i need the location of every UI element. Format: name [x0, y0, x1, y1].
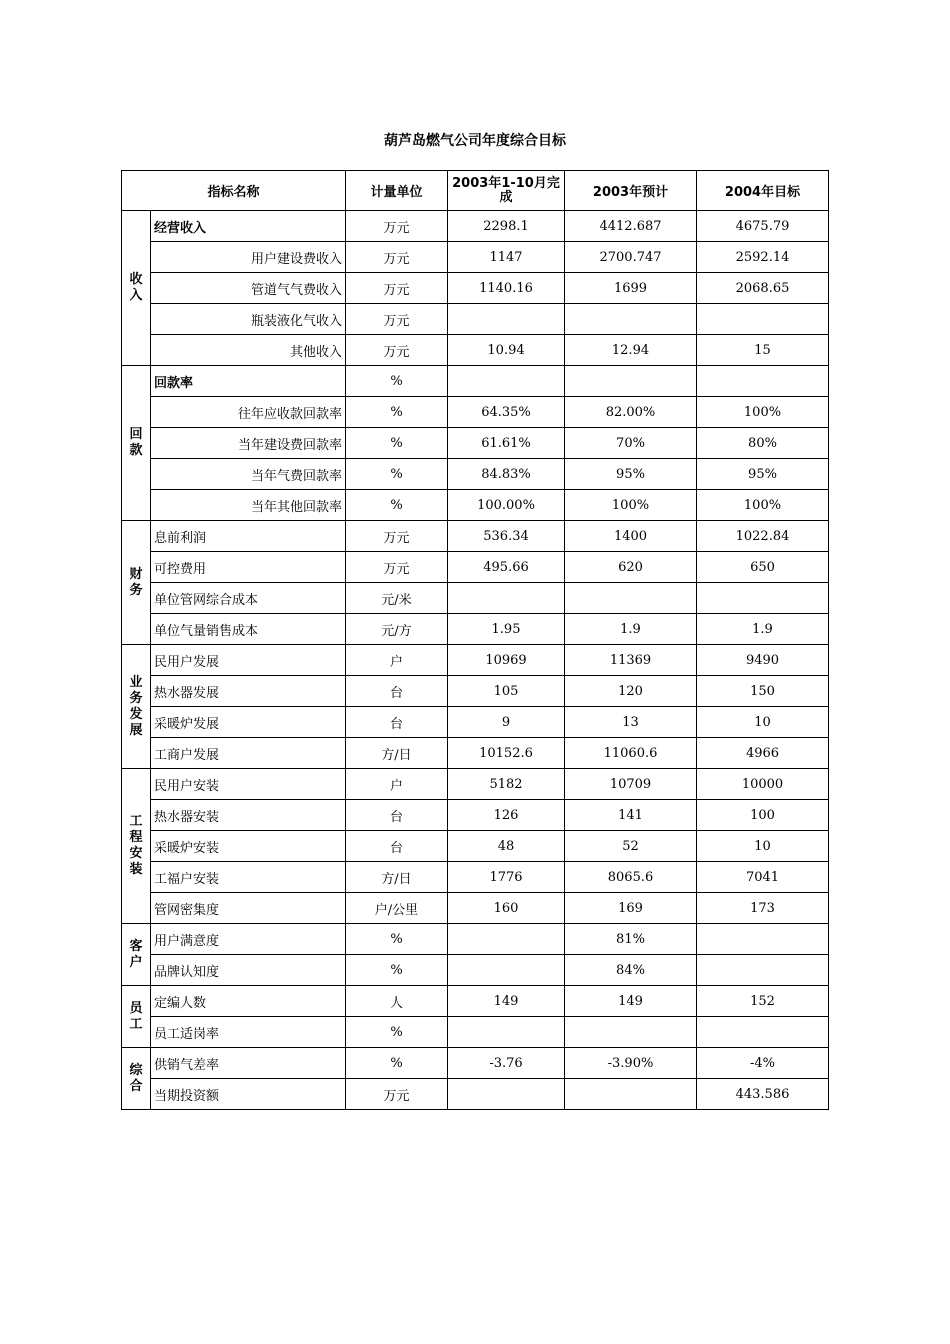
- value-2004-target: [697, 583, 829, 614]
- value-2004-target: 100: [697, 800, 829, 831]
- category-text: 客户: [129, 938, 143, 970]
- value-2003-oct: 61.61%: [448, 428, 565, 459]
- unit-cell: %: [346, 366, 448, 397]
- value-2003-oct: [448, 924, 565, 955]
- unit-cell: 元/方: [346, 614, 448, 645]
- indicator-name: 采暖炉安装: [151, 831, 346, 862]
- value-2003-est: -3.90%: [565, 1048, 697, 1079]
- unit-cell: 万元: [346, 552, 448, 583]
- value-2003-oct: [448, 1017, 565, 1048]
- indicator-name: 采暖炉发展: [151, 707, 346, 738]
- value-2003-est: [565, 1079, 697, 1110]
- value-2004-target: 10: [697, 707, 829, 738]
- unit-cell: 方/日: [346, 862, 448, 893]
- value-2003-est: 13: [565, 707, 697, 738]
- value-2003-est: 84%: [565, 955, 697, 986]
- unit-cell: 万元: [346, 273, 448, 304]
- value-2003-oct: 10969: [448, 645, 565, 676]
- indicator-name: 员工适岗率: [151, 1017, 346, 1048]
- value-2003-est: [565, 366, 697, 397]
- value-2004-target: [697, 924, 829, 955]
- table-row: [122, 335, 829, 366]
- value-2003-est: 1699: [565, 273, 697, 304]
- table-row: [122, 1079, 829, 1110]
- indicator-name: 工福户安装: [151, 862, 346, 893]
- table-row: [122, 397, 829, 428]
- table-row: [122, 893, 829, 924]
- value-2004-target: 443.586: [697, 1079, 829, 1110]
- value-2004-target: [697, 1017, 829, 1048]
- table-row: [122, 645, 829, 676]
- value-2003-est: 82.00%: [565, 397, 697, 428]
- indicator-name: 其他收入: [151, 335, 346, 366]
- value-2003-est: 12.94: [565, 335, 697, 366]
- table-row: [122, 428, 829, 459]
- value-2003-est: 149: [565, 986, 697, 1017]
- table-row: [122, 242, 829, 273]
- unit-cell: 台: [346, 831, 448, 862]
- table-row: [122, 552, 829, 583]
- indicator-name: 单位气量销售成本: [151, 614, 346, 645]
- category-label: [122, 986, 151, 1048]
- value-2003-oct: 10.94: [448, 335, 565, 366]
- table-row: [122, 738, 829, 769]
- unit-cell: %: [346, 1048, 448, 1079]
- category-text: 收入: [129, 272, 143, 303]
- indicator-name: 当年气费回款率: [151, 459, 346, 490]
- unit-cell: 户: [346, 769, 448, 800]
- value-2003-oct: 100.00%: [448, 490, 565, 521]
- value-2003-est: 70%: [565, 428, 697, 459]
- header-indicator: 指标名称: [122, 171, 346, 211]
- category-label: [122, 924, 151, 986]
- value-2004-target: 95%: [697, 459, 829, 490]
- value-2003-oct: 495.66: [448, 552, 565, 583]
- value-2004-target: [697, 366, 829, 397]
- header-2003-oct: 2003年1-10月完成: [448, 171, 565, 211]
- unit-cell: %: [346, 955, 448, 986]
- value-2003-est: 11060.6: [565, 738, 697, 769]
- category-label: [122, 1048, 151, 1110]
- table-row: [122, 862, 829, 893]
- unit-cell: 户/公里: [346, 893, 448, 924]
- unit-cell: 万元: [346, 335, 448, 366]
- category-label: [122, 211, 151, 366]
- unit-cell: 元/米: [346, 583, 448, 614]
- indicator-name: 管网密集度: [151, 893, 346, 924]
- value-2004-target: 9490: [697, 645, 829, 676]
- indicator-name: 往年应收款回款率: [151, 397, 346, 428]
- indicator-name: 管道气气费收入: [151, 273, 346, 304]
- page-title: 葫芦岛燃气公司年度综合目标: [384, 133, 566, 149]
- value-2004-target: 80%: [697, 428, 829, 459]
- value-2003-oct: 1147: [448, 242, 565, 273]
- category-label: [122, 366, 151, 521]
- value-2003-est: 141: [565, 800, 697, 831]
- value-2003-est: [565, 1017, 697, 1048]
- unit-cell: %: [346, 428, 448, 459]
- value-2004-target: 152: [697, 986, 829, 1017]
- value-2003-oct: [448, 366, 565, 397]
- unit-cell: 台: [346, 676, 448, 707]
- table-row: [122, 304, 829, 335]
- table-row: [122, 1017, 829, 1048]
- value-2003-oct: 9: [448, 707, 565, 738]
- unit-cell: 万元: [346, 242, 448, 273]
- value-2003-oct: 1.95: [448, 614, 565, 645]
- value-2003-oct: 149: [448, 986, 565, 1017]
- value-2004-target: [697, 955, 829, 986]
- indicator-name: 当期投资额: [151, 1079, 346, 1110]
- unit-cell: 台: [346, 707, 448, 738]
- value-2003-oct: 536.34: [448, 521, 565, 552]
- value-2004-target: 15: [697, 335, 829, 366]
- unit-cell: %: [346, 397, 448, 428]
- indicator-name: 民用户发展: [151, 645, 346, 676]
- table-row: [122, 459, 829, 490]
- indicator-name: 定编人数: [151, 986, 346, 1017]
- table-row: [122, 273, 829, 304]
- indicator-name: 用户满意度: [151, 924, 346, 955]
- category-text: 回款: [129, 427, 143, 458]
- header-2004-target: 2004年目标: [697, 171, 829, 211]
- value-2004-target: 2592.14: [697, 242, 829, 273]
- value-2003-est: 81%: [565, 924, 697, 955]
- value-2003-est: 10709: [565, 769, 697, 800]
- value-2003-est: [565, 583, 697, 614]
- indicator-name: 经营收入: [151, 211, 346, 242]
- value-2003-est: 11369: [565, 645, 697, 676]
- indicator-name: 当年建设费回款率: [151, 428, 346, 459]
- category-text: 员工: [129, 1000, 143, 1032]
- indicator-name: 当年其他回款率: [151, 490, 346, 521]
- unit-cell: 万元: [346, 211, 448, 242]
- value-2003-oct: 160: [448, 893, 565, 924]
- value-2003-oct: [448, 955, 565, 986]
- value-2004-target: 650: [697, 552, 829, 583]
- table-row: [122, 707, 829, 738]
- indicator-name: 用户建设费收入: [151, 242, 346, 273]
- value-2003-est: 4412.687: [565, 211, 697, 242]
- value-2003-oct: 1776: [448, 862, 565, 893]
- category-text: 工程安装: [129, 814, 143, 877]
- unit-cell: 万元: [346, 521, 448, 552]
- value-2003-est: 100%: [565, 490, 697, 521]
- indicator-name: 可控费用: [151, 552, 346, 583]
- indicator-name: 品牌认知度: [151, 955, 346, 986]
- unit-cell: 万元: [346, 304, 448, 335]
- value-2003-oct: 1140.16: [448, 273, 565, 304]
- value-2003-est: 52: [565, 831, 697, 862]
- targets-table: [121, 170, 829, 1110]
- value-2004-target: -4%: [697, 1048, 829, 1079]
- unit-cell: %: [346, 924, 448, 955]
- value-2003-est: 169: [565, 893, 697, 924]
- value-2004-target: 4675.79: [697, 211, 829, 242]
- value-2003-est: 95%: [565, 459, 697, 490]
- value-2003-est: 120: [565, 676, 697, 707]
- table-row: [122, 955, 829, 986]
- value-2003-oct: [448, 1079, 565, 1110]
- value-2004-target: 7041: [697, 862, 829, 893]
- value-2003-est: 2700.747: [565, 242, 697, 273]
- value-2003-oct: 2298.1: [448, 211, 565, 242]
- table-row: [122, 986, 829, 1017]
- value-2003-oct: [448, 304, 565, 335]
- value-2003-oct: 105: [448, 676, 565, 707]
- value-2003-oct: [448, 583, 565, 614]
- indicator-name: 息前利润: [151, 521, 346, 552]
- value-2003-est: 1400: [565, 521, 697, 552]
- table-row: [122, 211, 829, 242]
- unit-cell: 方/日: [346, 738, 448, 769]
- value-2004-target: 100%: [697, 490, 829, 521]
- table-row: [122, 676, 829, 707]
- category-text: 综合: [129, 1062, 143, 1094]
- category-text: 业务发展: [129, 674, 143, 738]
- value-2004-target: 10000: [697, 769, 829, 800]
- value-2004-target: 10: [697, 831, 829, 862]
- value-2003-oct: 48: [448, 831, 565, 862]
- unit-cell: %: [346, 490, 448, 521]
- table-row: [122, 1048, 829, 1079]
- table-row: [122, 800, 829, 831]
- value-2003-oct: 5182: [448, 769, 565, 800]
- table-row: [122, 924, 829, 955]
- value-2004-target: 1.9: [697, 614, 829, 645]
- unit-cell: %: [346, 459, 448, 490]
- header-row: [122, 171, 829, 211]
- indicator-name: 瓶装液化气收入: [151, 304, 346, 335]
- indicator-name: 热水器发展: [151, 676, 346, 707]
- category-label: [122, 645, 151, 769]
- table-row: [122, 614, 829, 645]
- value-2003-est: 1.9: [565, 614, 697, 645]
- value-2004-target: 150: [697, 676, 829, 707]
- header-unit: 计量单位: [346, 171, 448, 211]
- indicator-name: 单位管网综合成本: [151, 583, 346, 614]
- table-row: [122, 521, 829, 552]
- indicator-name: 工商户发展: [151, 738, 346, 769]
- value-2003-est: 620: [565, 552, 697, 583]
- indicator-name: 回款率: [151, 366, 346, 397]
- unit-cell: 人: [346, 986, 448, 1017]
- value-2003-oct: -3.76: [448, 1048, 565, 1079]
- indicator-name: 热水器安装: [151, 800, 346, 831]
- value-2003-est: 8065.6: [565, 862, 697, 893]
- value-2003-oct: 84.83%: [448, 459, 565, 490]
- table-row: [122, 583, 829, 614]
- category-text: 财务: [129, 566, 143, 598]
- table-row: [122, 366, 829, 397]
- value-2004-target: 4966: [697, 738, 829, 769]
- value-2003-oct: 126: [448, 800, 565, 831]
- unit-cell: 万元: [346, 1079, 448, 1110]
- indicator-name: 供销气差率: [151, 1048, 346, 1079]
- value-2004-target: 100%: [697, 397, 829, 428]
- category-label: [122, 769, 151, 924]
- value-2004-target: [697, 304, 829, 335]
- value-2003-est: [565, 304, 697, 335]
- table-row: [122, 831, 829, 862]
- value-2004-target: 173: [697, 893, 829, 924]
- value-2003-oct: 10152.6: [448, 738, 565, 769]
- category-label: [122, 521, 151, 645]
- value-2004-target: 1022.84: [697, 521, 829, 552]
- indicator-name: 民用户安装: [151, 769, 346, 800]
- unit-cell: 台: [346, 800, 448, 831]
- table-row: [122, 490, 829, 521]
- unit-cell: 户: [346, 645, 448, 676]
- table-row: [122, 769, 829, 800]
- unit-cell: %: [346, 1017, 448, 1048]
- header-2003-est: 2003年预计: [565, 171, 697, 211]
- value-2003-oct: 64.35%: [448, 397, 565, 428]
- value-2004-target: 2068.65: [697, 273, 829, 304]
